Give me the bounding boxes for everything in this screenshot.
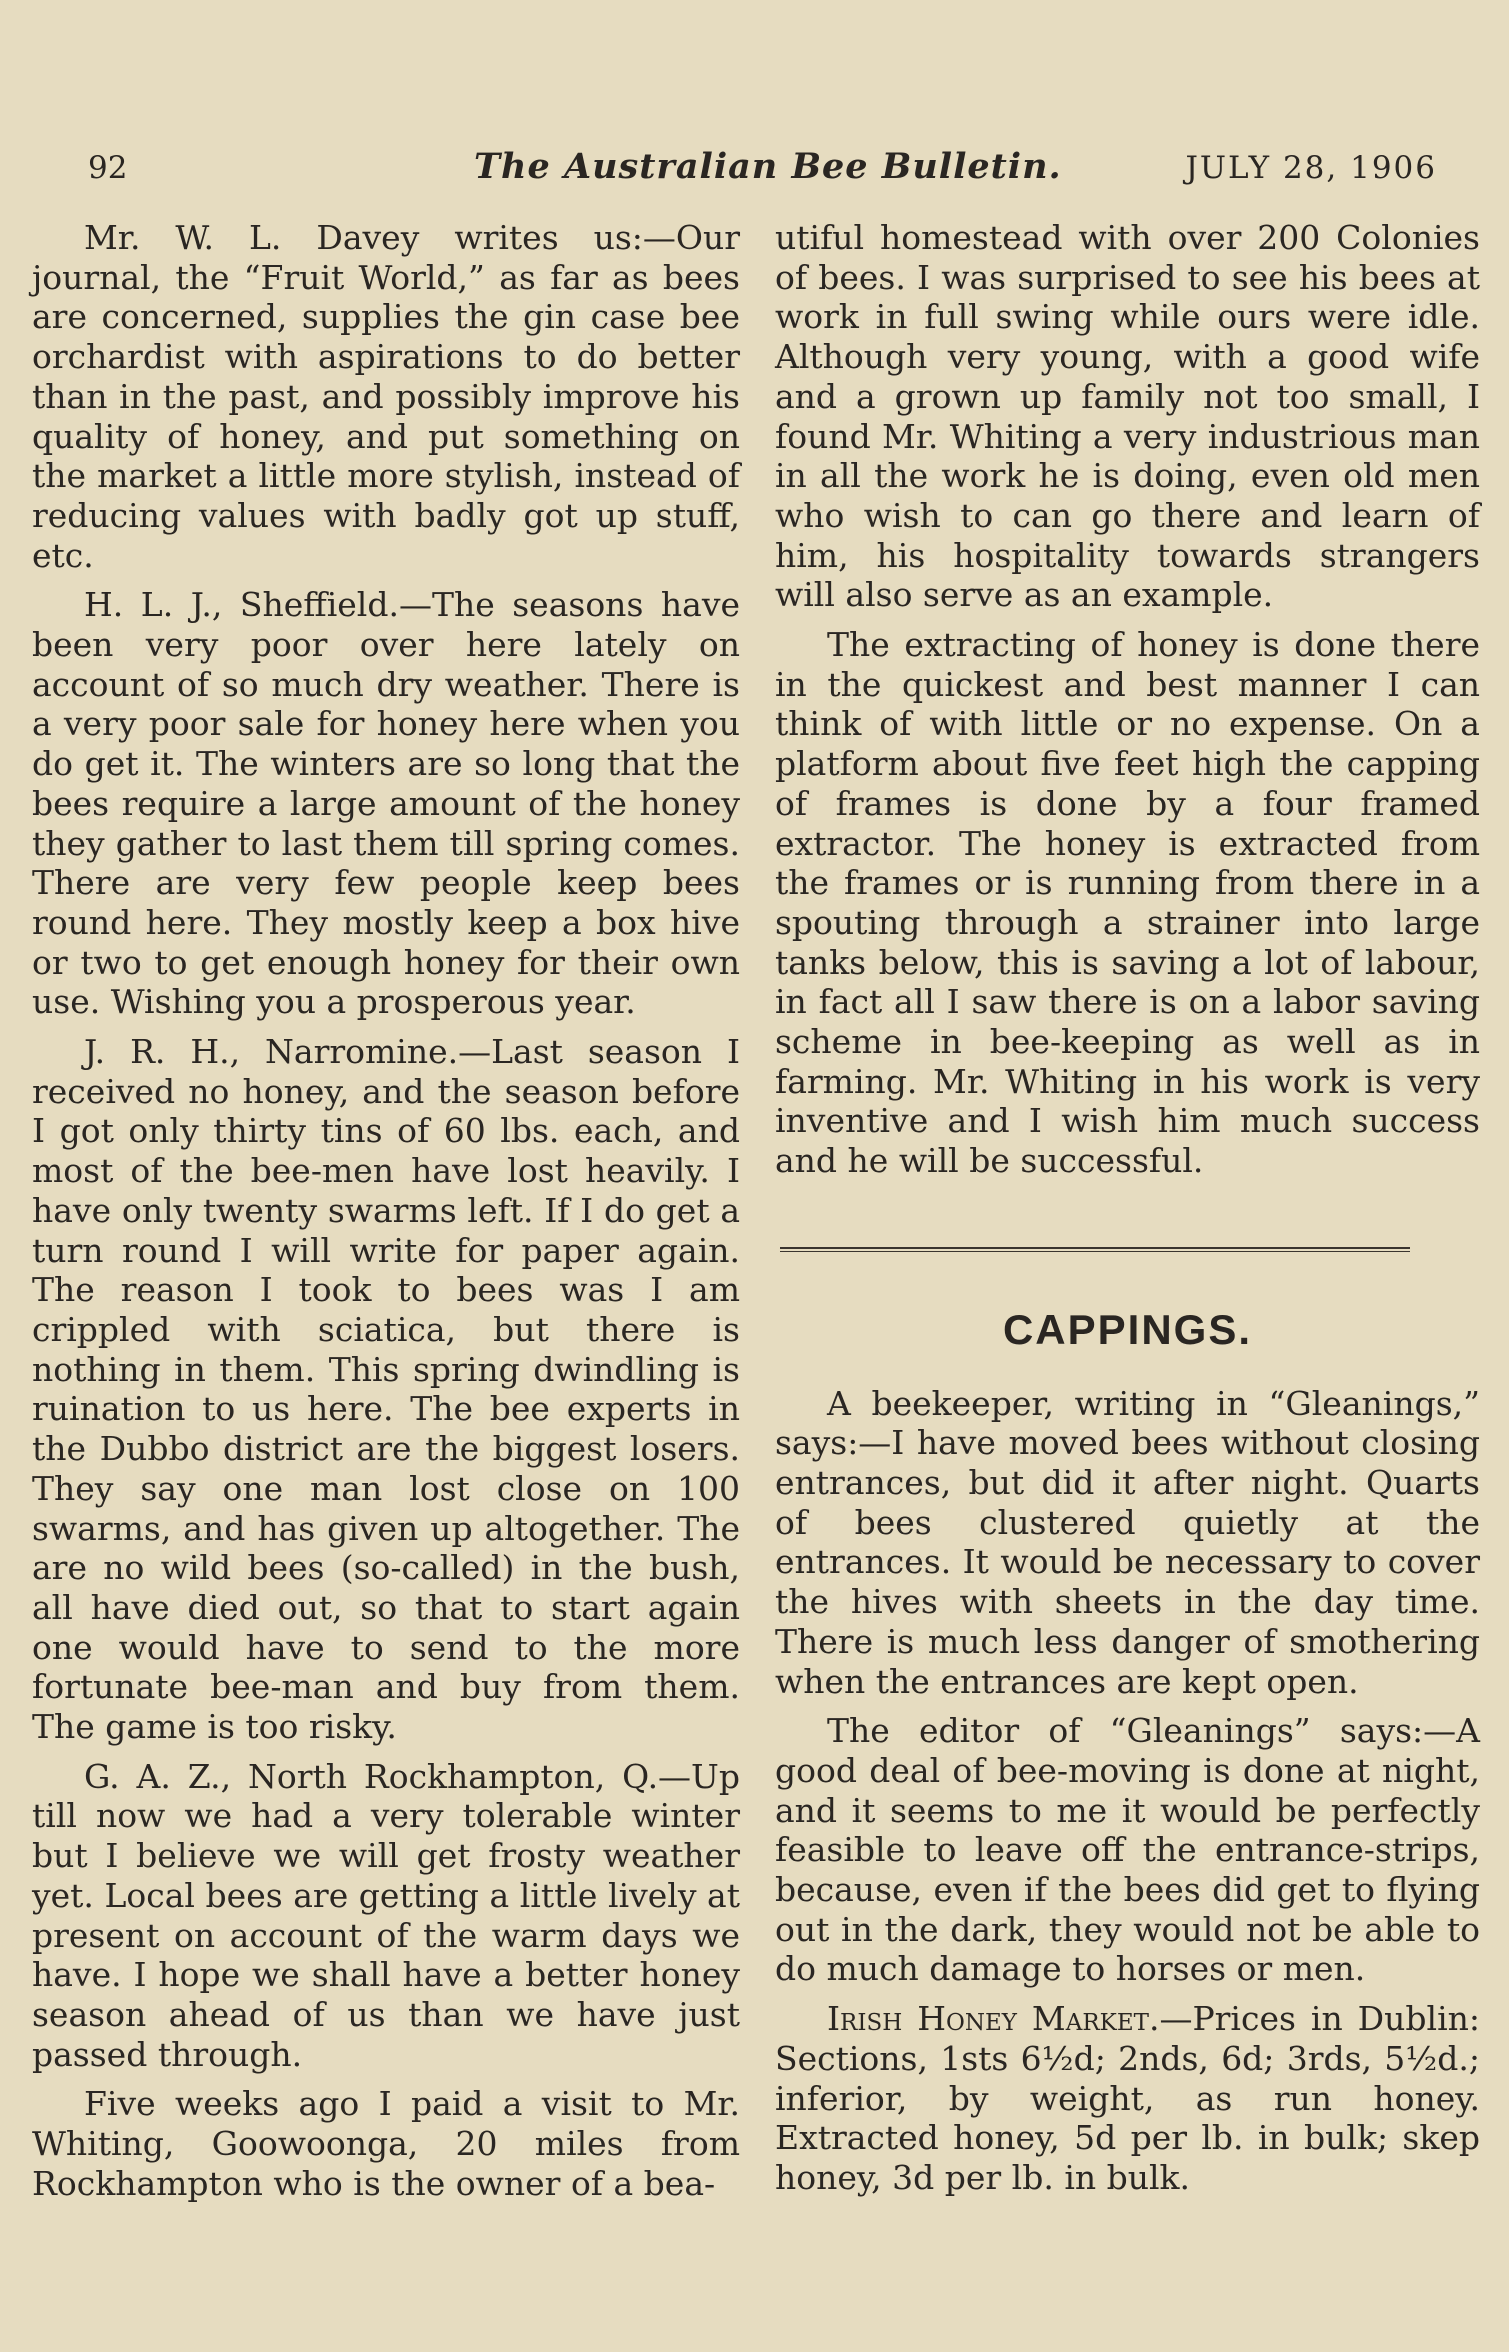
section-title: CAPPINGS. xyxy=(1002,1305,1253,1353)
running-header xyxy=(88,146,1437,196)
extracting-paragraph: The extracting of honey is done there in the quickest and best manner I can think of with little or no expense. On a platform about five feet high the capping of frames is done by a four framed extractor. The honey is extracted from the frames or is running from there in a spouting through a strainer into large tanks below, this is saving a lot of labour, in fact all I saw there is on a labor saving scheme in bee-keeping as well as in farming. Mr. Whiting in his work is very inventive and I wish him much success and he will be successful. xyxy=(775,625,1480,1181)
market-prices: —Prices in Dublin: Sections, 1sts 6½d; 2nds, 6d; 3rds, 5½d.; inferior, by weight, as run honey. Extracted honey, 5d per lb. in bulk; skep honey, 3d per lb. in bulk. xyxy=(775,1999,1480,2197)
irish-honey-market xyxy=(775,1999,1480,2198)
page-number: 92 xyxy=(88,150,128,186)
whiting-visit-continued: utiful homestead with over 200 Colonies of bees. I was surprised to see his bees at work in full swing while ours were idle. Although very young, with a good wife and a grown up family not too small, I found Mr. Whiting a very industrious man in all the work he is doing, even old men who wish to can go there and learn of him, his hospitality towards strangers will also serve as an example. xyxy=(775,218,1480,615)
letter-sheffield: H. L. J., Sheffield.—The seasons have been very poor over here lately on account of so much dry weather. There is a very poor sale for honey here when you do get it. The winters are so long that the bees require a large amount of the honey they gather to last them till spring comes. There are very few people keep bees round here. They mostly keep a box hive or two to get enough honey for their own use. Wishing you a prosperous year. xyxy=(32,585,740,1022)
letter-davey: Mr. W. L. Davey writes us:—Our journal, the “Fruit World,” as far as bees are concerned, supplies the gin case bee orchardist with aspirations to do better than in the past, and possibly improve his quality of honey, and put something on the market a little more stylish, instead of reducing values with badly got up stuff, etc. xyxy=(32,218,740,575)
journal-title: The Australian Bee Bulletin. xyxy=(474,146,1062,187)
whiting-visit-start: Five weeks ago I paid a visit to Mr. Whiting, Goowoonga, 20 miles from Rockhampton who is the owner of a bea- xyxy=(32,2084,740,2203)
market-label: Irish Honey Market. xyxy=(827,1999,1160,2039)
cappings-gleanings-beekeeper: A beekeeper, writing in “Gleanings,” says:—I have moved bees without closing entrances, but did it after night. Quarts of bees clustered quietly at the entrances. It would be necessary to cover the hives with sheets in the day time. There is much less danger of smothering when the entrances are kept open. xyxy=(775,1383,1480,1701)
letter-narromine: J. R. H., Narromine.—Last season I received no honey, and the season before I got only thirty tins of 60 lbs. each, and most of the bee-men have lost heavily. I have only twenty swarms left. If I do get a turn round I will write for paper again. The reason I took to bees was I am crippled with sciatica, but there is nothing in them. This spring dwindling is ruination to us here. The bee experts in the Dubbo district are the biggest losers. They say one man lost close on 100 swarms, and has given up altogether. The are no wild bees (so-called) in the bush, all have died out, so that to start again one would have to send to the more fortunate bee-man and buy from them. The game is too risky. xyxy=(32,1032,740,1747)
issue-date: JULY 28, 1906 xyxy=(1185,150,1437,186)
letter-rockhampton: G. A. Z., North Rockhampton, Q.—Up till now we had a very tolerable winter but I believe we will get frosty weather yet. Local bees are getting a little lively at present on account of the warm days we have. I hope we shall have a better honey season ahead of us than we have just passed through. xyxy=(32,1756,740,2074)
right-column xyxy=(775,218,1480,2208)
cappings-gleanings-editor: The editor of “Gleanings” says:—A good deal of bee-moving is done at night, and it seems to me it would be perfectly feasible to leave off the entrance-strips, because, even if the bees did get to flying out in the dark, they would not be able to do much damage to horses or men. xyxy=(775,1711,1480,1989)
section-divider-thin xyxy=(780,1251,1410,1252)
section-divider xyxy=(780,1247,1410,1249)
left-column xyxy=(32,218,740,2213)
